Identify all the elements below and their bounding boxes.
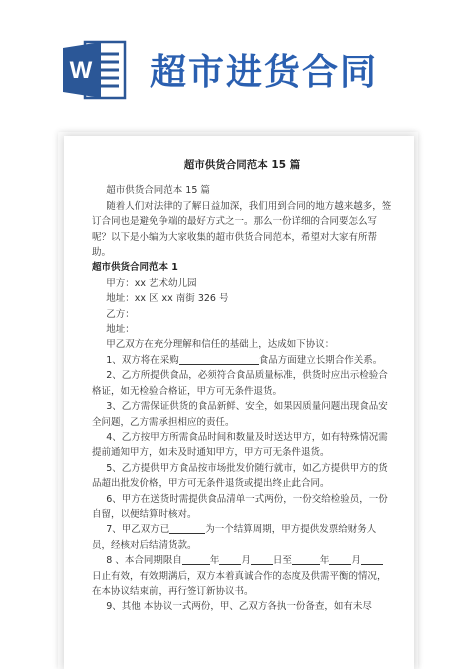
intro-paragraph: 随着人们对法律的了解日益加深，我们用到合同的地方越来越多，签订合同也是避免争端的最好方式之一。那么一份详细的合同要怎么写呢？以下是小编为大家收集的超市供货合同范本，希望对大家有所帮助。	[92, 200, 392, 259]
clause-8	[92, 553, 392, 599]
clause-1-end: 食品方面建立长期合作关系。	[258, 354, 383, 366]
clause-8-month2: 月	[351, 555, 361, 567]
intro-heading: 超市供货合同范本 15 篇	[106, 185, 210, 197]
blank-line	[251, 553, 273, 565]
clause-4: 4、乙方按甲方所需食品时间和数量及时送达甲方，如有特殊情况需提前通知甲方，如未及时通知甲方，甲方可无条件退货。	[92, 431, 388, 459]
section-title: 超市供货合同范本 1	[92, 262, 178, 274]
word-document-icon	[63, 38, 129, 102]
blank-line	[179, 353, 259, 365]
clause-6: 6、甲方在送货时需提供食品清单一式两份，一份交给检验员，一份自留，以便结算时核对。	[92, 493, 388, 520]
document-body	[92, 158, 392, 615]
blank-line	[329, 553, 351, 565]
clause-1-start: 1、双方将在采购	[106, 354, 179, 366]
svg-text:W: W	[69, 57, 93, 84]
blank-line	[169, 522, 205, 534]
clause-8-start: 8 、本合同期限自	[106, 555, 182, 567]
clause-8-year2: 年	[319, 555, 330, 567]
address-b: 地址：	[106, 324, 135, 336]
document-page	[64, 136, 414, 669]
header-banner	[0, 0, 474, 150]
clause-1	[92, 353, 392, 368]
blank-line	[182, 553, 210, 565]
clause-9: 9、其他 本协议一式两份，甲、乙双方各执一份备查，如有未尽	[106, 601, 372, 613]
preamble: 甲乙双方在充分理解和信任的基础上，达成如下协议：	[106, 339, 335, 351]
clause-8-month: 月	[241, 555, 251, 567]
clause-5: 5、乙方提供甲方食品按市场批发价随行就市，如乙方提供甲方的货品超出批发价格，甲方可无条件退货或提出终止此合同。	[92, 462, 388, 490]
party-b: 乙方：	[106, 308, 135, 320]
clause-8-end: 日止有效，有效期满后，双方本着真诚合作的态度及供需平衡的情况，在本协议结束前，再行签订新协议书。	[92, 570, 387, 597]
blank-line	[219, 553, 241, 565]
clause-3: 3、乙方需保证供货的食品新鲜、安全，如果因质量问题出现食品安全问题，乙方需承担相应的责任。	[92, 401, 388, 428]
clause-8-day-to: 日至	[272, 555, 292, 567]
address-a: 地址：xx 区 xx 南街 326 号	[106, 293, 229, 305]
clause-2: 2、乙方所提供食品，必须符合食品质量标准，供货时应出示检验合格证，如无检验合格证，甲方可无条件退货。	[92, 370, 388, 397]
party-a: 甲方：xx 艺术幼儿园	[106, 277, 197, 289]
clause-7-start: 7、甲乙双方已	[106, 524, 170, 536]
clause-8-year: 年	[209, 555, 220, 567]
clause-7	[92, 522, 392, 553]
clause-7-end: 为一个结算周期，甲方提供发票给财务人员，经核对后结清货款。	[92, 524, 377, 551]
page-title: 超市进货合同	[150, 52, 379, 93]
blank-line	[361, 553, 383, 565]
document-title: 超市供货合同范本 15 篇	[183, 159, 301, 171]
blank-line	[292, 553, 320, 565]
